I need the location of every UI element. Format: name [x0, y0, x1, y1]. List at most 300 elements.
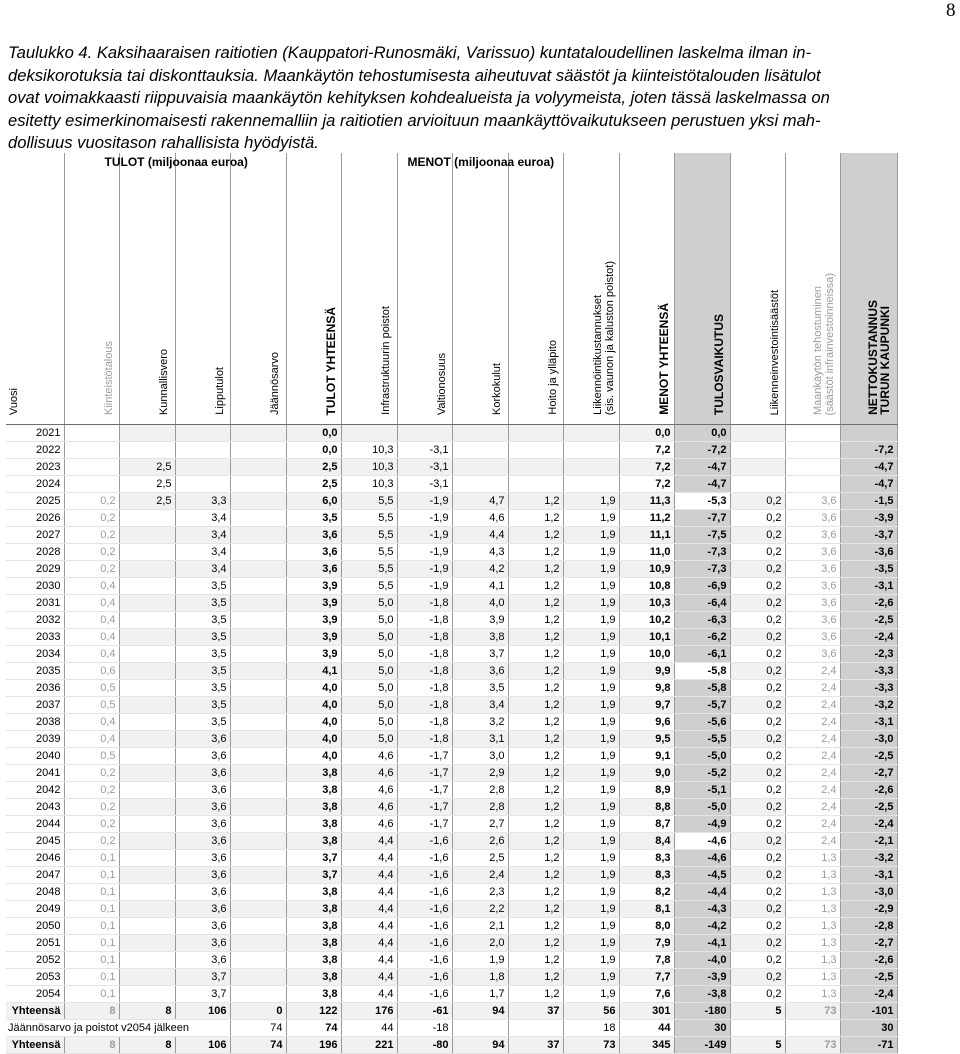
value-cell: 4,4 — [341, 901, 397, 918]
value-cell: 7,8 — [619, 952, 674, 969]
value-cell: 0,2 — [730, 510, 785, 527]
value-cell — [64, 476, 119, 493]
value-cell: 1,9 — [563, 612, 619, 629]
value-cell: -3,1 — [840, 578, 897, 595]
value-cell: 9,6 — [619, 714, 674, 731]
value-cell: 0,2 — [730, 748, 785, 765]
value-cell: 0,2 — [730, 544, 785, 561]
value-cell: -7,3 — [674, 544, 730, 561]
year-cell: 2027 — [6, 527, 64, 544]
value-cell: 1,9 — [563, 799, 619, 816]
year-cell: 2021 — [6, 425, 64, 442]
value-cell: -3,8 — [674, 986, 730, 1003]
table-row — [6, 714, 897, 731]
value-cell: 0,2 — [730, 612, 785, 629]
year-cell: 2054 — [6, 986, 64, 1003]
value-cell: -1,7 — [397, 816, 452, 833]
year-cell: 2034 — [6, 646, 64, 663]
value-cell: 0,2 — [64, 816, 119, 833]
value-cell: 0,2 — [730, 714, 785, 731]
value-cell: 1,2 — [508, 935, 563, 952]
value-cell — [840, 425, 897, 442]
value-cell: 3,6 — [175, 918, 230, 935]
caption-line: ovat voimakkaasti riippuvaisia maankäytön kehityksen kohdealueista ja volyymeista, joten tässä laskelmassa on — [8, 88, 830, 107]
value-cell: 5,5 — [341, 578, 397, 595]
value-cell: 3,8 — [286, 833, 341, 850]
value-cell: 2,4 — [785, 714, 840, 731]
value-cell — [397, 425, 452, 442]
value-cell: 0,2 — [730, 867, 785, 884]
value-cell: 3,8 — [286, 782, 341, 799]
value-cell: -5,8 — [674, 680, 730, 697]
value-cell: 3,4 — [175, 544, 230, 561]
value-cell: 196 — [286, 1037, 341, 1054]
value-cell — [119, 646, 175, 663]
value-cell: 4,6 — [341, 816, 397, 833]
value-cell: -3,9 — [840, 510, 897, 527]
value-cell: 1,9 — [563, 731, 619, 748]
value-cell: 1,3 — [785, 969, 840, 986]
total-row — [6, 1003, 897, 1020]
table-row — [6, 442, 897, 459]
value-cell: 3,6 — [175, 884, 230, 901]
value-cell: 9,0 — [619, 765, 674, 782]
value-cell: -4,7 — [674, 459, 730, 476]
year-cell: 2029 — [6, 561, 64, 578]
value-cell: -18 — [397, 1020, 452, 1037]
year-cell: 2022 — [6, 442, 64, 459]
value-cell — [230, 510, 286, 527]
value-cell — [452, 1020, 508, 1037]
value-cell: 9,9 — [619, 663, 674, 680]
value-cell: 4,1 — [452, 578, 508, 595]
value-cell: 3,6 — [785, 612, 840, 629]
year-cell: 2052 — [6, 952, 64, 969]
value-cell: 5,5 — [341, 493, 397, 510]
value-cell — [119, 986, 175, 1003]
value-cell — [119, 935, 175, 952]
value-cell: 2,0 — [452, 935, 508, 952]
value-cell — [119, 748, 175, 765]
value-cell: 74 — [230, 1037, 286, 1054]
value-cell: 44 — [619, 1020, 674, 1037]
value-cell: -1,9 — [397, 544, 452, 561]
value-cell: 1,2 — [508, 714, 563, 731]
table-row — [6, 765, 897, 782]
value-cell — [119, 850, 175, 867]
value-cell: 9,7 — [619, 697, 674, 714]
value-cell — [785, 476, 840, 493]
value-cell: 3,8 — [286, 765, 341, 782]
value-cell: -4,0 — [674, 952, 730, 969]
value-cell — [230, 748, 286, 765]
header-kiinteistotalous: TULOT (miljoonaa euroa) Kiinteistötalous — [64, 153, 119, 425]
value-cell: -1,5 — [840, 493, 897, 510]
value-cell: 0,1 — [64, 901, 119, 918]
value-cell: -1,8 — [397, 646, 452, 663]
value-cell: -4,4 — [674, 884, 730, 901]
table-row — [6, 493, 897, 510]
value-cell: 221 — [341, 1037, 397, 1054]
value-cell: 0,2 — [64, 510, 119, 527]
table-row — [6, 884, 897, 901]
year-cell: 2045 — [6, 833, 64, 850]
value-cell: -1,6 — [397, 969, 452, 986]
table-row — [6, 850, 897, 867]
value-cell: 1,9 — [563, 680, 619, 697]
value-cell: 3,5 — [175, 714, 230, 731]
value-cell: -2,9 — [840, 901, 897, 918]
header-maankaytto: Maankäytön tehostuminen(säästöt infrainvestoinneissa) — [785, 153, 840, 425]
value-cell: 3,4 — [452, 697, 508, 714]
value-cell: 1,2 — [508, 952, 563, 969]
value-cell: -2,1 — [840, 833, 897, 850]
value-cell: 5 — [730, 1003, 785, 1020]
value-cell — [230, 612, 286, 629]
value-cell: 0,1 — [64, 867, 119, 884]
group-menot-label: MENOT (miljoonaa euroa) — [407, 155, 555, 169]
value-cell: 0,2 — [730, 986, 785, 1003]
value-cell: 7,2 — [619, 459, 674, 476]
year-cell: 2025 — [6, 493, 64, 510]
value-cell — [230, 544, 286, 561]
value-cell: 0,4 — [64, 595, 119, 612]
year-cell: 2032 — [6, 612, 64, 629]
value-cell: 106 — [175, 1003, 230, 1020]
value-cell: 4,0 — [286, 680, 341, 697]
value-cell: -4,5 — [674, 867, 730, 884]
year-cell: 2040 — [6, 748, 64, 765]
value-cell: 3,9 — [286, 629, 341, 646]
value-cell: -5,8 — [674, 663, 730, 680]
year-cell: 2049 — [6, 901, 64, 918]
value-cell — [119, 952, 175, 969]
value-cell: -5,2 — [674, 765, 730, 782]
value-cell: 37 — [508, 1037, 563, 1054]
value-cell: -4,9 — [674, 816, 730, 833]
value-cell — [119, 595, 175, 612]
value-cell: 2,9 — [452, 765, 508, 782]
value-cell: 3,1 — [452, 731, 508, 748]
table-row — [6, 646, 897, 663]
value-cell: -4,3 — [674, 901, 730, 918]
value-cell: 5,5 — [341, 527, 397, 544]
year-cell: 2042 — [6, 782, 64, 799]
value-cell: 3,4 — [175, 561, 230, 578]
value-cell — [119, 918, 175, 935]
value-cell: -4,7 — [840, 459, 897, 476]
value-cell: 3,8 — [286, 884, 341, 901]
value-cell: 3,8 — [286, 901, 341, 918]
value-cell: 3,8 — [286, 952, 341, 969]
value-cell: -5,6 — [674, 714, 730, 731]
value-cell: -3,6 — [840, 544, 897, 561]
value-cell: -3,0 — [840, 884, 897, 901]
value-cell: 37 — [508, 1003, 563, 1020]
value-cell: 1,9 — [563, 918, 619, 935]
value-cell — [119, 561, 175, 578]
value-cell: 3,9 — [286, 595, 341, 612]
value-cell: -3,5 — [840, 561, 897, 578]
value-cell: 1,2 — [508, 731, 563, 748]
value-cell: 5 — [730, 1037, 785, 1054]
value-cell — [508, 459, 563, 476]
value-cell: 0,6 — [64, 663, 119, 680]
value-cell: 301 — [619, 1003, 674, 1020]
value-cell: 3,6 — [286, 544, 341, 561]
value-cell: 3,6 — [175, 799, 230, 816]
year-cell: 2038 — [6, 714, 64, 731]
value-cell: -2,4 — [840, 816, 897, 833]
value-cell: -1,7 — [397, 799, 452, 816]
value-cell: 30 — [674, 1020, 730, 1037]
value-cell: 0,2 — [730, 833, 785, 850]
value-cell: 3,6 — [175, 867, 230, 884]
value-cell — [119, 731, 175, 748]
value-cell: 3,7 — [175, 969, 230, 986]
value-cell: 8 — [119, 1037, 175, 1054]
year-cell: 2043 — [6, 799, 64, 816]
value-cell — [785, 425, 840, 442]
table-row — [6, 901, 897, 918]
value-cell — [230, 816, 286, 833]
value-cell: 2,4 — [785, 799, 840, 816]
value-cell: 0,0 — [619, 425, 674, 442]
value-cell — [230, 969, 286, 986]
value-cell — [341, 425, 397, 442]
value-cell: 1,2 — [508, 782, 563, 799]
value-cell — [119, 782, 175, 799]
value-cell: 0,2 — [64, 799, 119, 816]
value-cell: 3,9 — [286, 612, 341, 629]
value-cell: 3,7 — [286, 867, 341, 884]
value-cell: -3,1 — [840, 714, 897, 731]
value-cell: 7,2 — [619, 476, 674, 493]
value-cell: 1,9 — [563, 850, 619, 867]
value-cell: 2,5 — [119, 476, 175, 493]
value-cell — [175, 442, 230, 459]
value-cell: 8 — [64, 1003, 119, 1020]
value-cell — [230, 697, 286, 714]
value-cell: 2,4 — [785, 680, 840, 697]
year-cell: 2051 — [6, 935, 64, 952]
value-cell: 0,4 — [64, 646, 119, 663]
table-row — [6, 544, 897, 561]
value-cell: 4,0 — [452, 595, 508, 612]
value-cell: 3,5 — [175, 612, 230, 629]
value-cell — [230, 578, 286, 595]
value-cell: -7,2 — [674, 442, 730, 459]
value-cell: 4,6 — [341, 765, 397, 782]
value-cell — [230, 561, 286, 578]
value-cell: 0,2 — [730, 952, 785, 969]
economics-table-wrapper — [6, 153, 897, 1051]
value-cell — [230, 663, 286, 680]
value-cell: 0,2 — [730, 901, 785, 918]
value-cell: 1,2 — [508, 884, 563, 901]
value-cell: 0,2 — [730, 969, 785, 986]
caption-line: Taulukko 4. Kaksihaaraisen raitiotien (Kauppatori-Runosmäki, Varissuo) kuntataloudellinen laskelma ilman in- — [8, 43, 812, 62]
value-cell: 0,4 — [64, 629, 119, 646]
value-cell: 2,4 — [452, 867, 508, 884]
value-cell: 1,9 — [563, 561, 619, 578]
value-cell: 1,2 — [508, 697, 563, 714]
value-cell: 1,9 — [563, 578, 619, 595]
value-cell: -71 — [840, 1037, 897, 1054]
value-cell: 0,2 — [64, 561, 119, 578]
value-cell: -2,6 — [840, 782, 897, 799]
value-cell: -5,0 — [674, 799, 730, 816]
header-korkokulut: Korkokulut — [452, 153, 508, 425]
table-row — [6, 782, 897, 799]
value-cell — [119, 867, 175, 884]
value-cell: 0,5 — [64, 697, 119, 714]
page-number: 8 — [946, 0, 956, 21]
value-cell — [230, 867, 286, 884]
value-cell — [230, 527, 286, 544]
value-cell: 8,7 — [619, 816, 674, 833]
value-cell — [119, 612, 175, 629]
value-cell: 4,6 — [341, 748, 397, 765]
value-cell: -3,1 — [397, 476, 452, 493]
header-infra-poistot: MENOT (miljoonaa euroa) Infrastruktuurin poistot — [341, 153, 397, 425]
value-cell: 0,1 — [64, 986, 119, 1003]
value-cell: 1,9 — [563, 748, 619, 765]
value-cell: 0,2 — [730, 697, 785, 714]
value-cell — [230, 595, 286, 612]
value-cell: 1,9 — [563, 663, 619, 680]
economics-table — [6, 153, 898, 1054]
value-cell: 2,5 — [286, 476, 341, 493]
value-cell: 1,2 — [508, 578, 563, 595]
value-cell: 3,9 — [286, 578, 341, 595]
value-cell: 1,2 — [508, 629, 563, 646]
value-cell: 10,8 — [619, 578, 674, 595]
value-cell: -3,3 — [840, 680, 897, 697]
value-cell: 1,3 — [785, 952, 840, 969]
value-cell: 3,6 — [286, 527, 341, 544]
value-cell: 3,8 — [286, 799, 341, 816]
value-cell: 2,8 — [452, 782, 508, 799]
value-cell — [119, 969, 175, 986]
value-cell: -6,9 — [674, 578, 730, 595]
value-cell: 4,4 — [341, 952, 397, 969]
value-cell: 10,0 — [619, 646, 674, 663]
table-row — [6, 612, 897, 629]
value-cell: 1,9 — [563, 816, 619, 833]
value-cell — [64, 459, 119, 476]
value-cell: 1,2 — [508, 646, 563, 663]
value-cell: -1,6 — [397, 850, 452, 867]
value-cell: 0,2 — [730, 799, 785, 816]
value-cell: 1,9 — [563, 765, 619, 782]
value-cell: 2,1 — [452, 918, 508, 935]
value-cell: 94 — [452, 1003, 508, 1020]
year-cell: 2030 — [6, 578, 64, 595]
value-cell: 10,2 — [619, 612, 674, 629]
value-cell — [230, 833, 286, 850]
value-cell: 3,6 — [785, 629, 840, 646]
value-cell: 4,3 — [452, 544, 508, 561]
value-cell: 3,6 — [175, 731, 230, 748]
value-cell — [119, 697, 175, 714]
year-cell: 2053 — [6, 969, 64, 986]
value-cell: 0,2 — [730, 493, 785, 510]
value-cell: -7,3 — [674, 561, 730, 578]
value-cell: -3,2 — [840, 850, 897, 867]
table-row — [6, 697, 897, 714]
value-cell: 3,9 — [286, 646, 341, 663]
value-cell — [119, 714, 175, 731]
value-cell: 0,1 — [64, 952, 119, 969]
value-cell: -2,6 — [840, 595, 897, 612]
value-cell: 1,3 — [785, 850, 840, 867]
value-cell: 4,4 — [341, 935, 397, 952]
value-cell: 94 — [452, 1037, 508, 1054]
value-cell: 5,0 — [341, 595, 397, 612]
value-cell — [230, 952, 286, 969]
value-cell: 0,1 — [64, 918, 119, 935]
value-cell: -5,5 — [674, 731, 730, 748]
value-cell: 1,9 — [563, 782, 619, 799]
value-cell: 3,2 — [452, 714, 508, 731]
value-cell: 0,2 — [730, 816, 785, 833]
value-cell: -101 — [840, 1003, 897, 1020]
table-row — [6, 476, 897, 493]
value-cell: 1,2 — [508, 680, 563, 697]
caption-line: deksikorotuksia tai diskonttauksia. Maankäytön tehostumisesta aiheutuvat säästöt ja kiinteistötalouden lisätulot — [8, 65, 821, 85]
year-cell: 2033 — [6, 629, 64, 646]
value-cell: 4,6 — [341, 782, 397, 799]
value-cell: 0,2 — [730, 646, 785, 663]
value-cell: -4,7 — [674, 476, 730, 493]
value-cell: 3,3 — [175, 493, 230, 510]
value-cell: -1,9 — [397, 578, 452, 595]
value-cell: 3,6 — [785, 493, 840, 510]
table-row — [6, 799, 897, 816]
value-cell: 5,5 — [341, 561, 397, 578]
value-cell: 3,6 — [175, 816, 230, 833]
value-cell: 1,2 — [508, 850, 563, 867]
value-cell: 3,5 — [175, 578, 230, 595]
value-cell: 3,6 — [175, 833, 230, 850]
value-cell: 1,9 — [563, 969, 619, 986]
value-cell: 345 — [619, 1037, 674, 1054]
value-cell: 1,9 — [563, 510, 619, 527]
year-cell: 2044 — [6, 816, 64, 833]
value-cell: 1,9 — [563, 493, 619, 510]
value-cell: 1,2 — [508, 493, 563, 510]
value-cell — [230, 850, 286, 867]
value-cell: 3,8 — [286, 986, 341, 1003]
value-cell — [175, 476, 230, 493]
value-cell: 7,9 — [619, 935, 674, 952]
header-lipputulot: Lipputulot — [175, 153, 230, 425]
value-cell: 1,9 — [563, 935, 619, 952]
value-cell: -4,2 — [674, 918, 730, 935]
value-cell — [119, 765, 175, 782]
value-cell: 5,0 — [341, 731, 397, 748]
value-cell: 5,5 — [341, 544, 397, 561]
value-cell: 6,0 — [286, 493, 341, 510]
value-cell: 73 — [785, 1003, 840, 1020]
value-cell: 3,8 — [286, 969, 341, 986]
value-cell: 74 — [230, 1020, 286, 1037]
value-cell — [119, 442, 175, 459]
value-cell: -6,4 — [674, 595, 730, 612]
value-cell: 1,2 — [508, 663, 563, 680]
value-cell: 2,5 — [119, 459, 175, 476]
